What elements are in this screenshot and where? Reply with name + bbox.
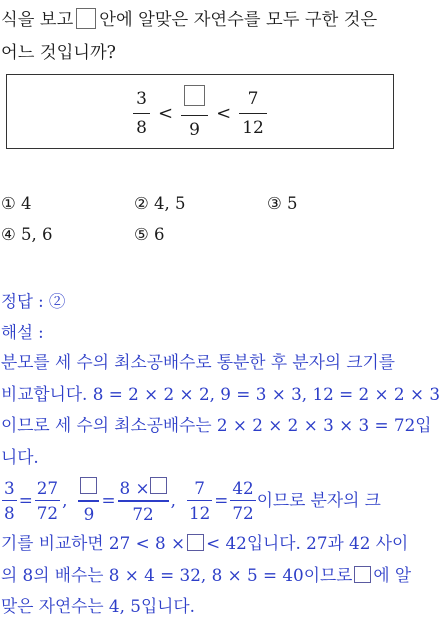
choice-1[interactable]: ① 4: [1, 194, 32, 213]
explanation-line: 분모를 세 수의 최소공배수로 통분한 후 분자의 크기를: [1, 352, 395, 372]
fraction-left-numerator: 3: [136, 88, 147, 109]
fraction-bar: [2, 500, 17, 501]
denominator: 9: [83, 503, 95, 524]
fraction-bar: [187, 500, 212, 501]
fraction: [118, 477, 169, 523]
blank-box: [187, 534, 204, 551]
fraction-bar: [133, 113, 150, 114]
answer-section: [1, 286, 399, 348]
explanation-line: 이므로 세 수의 최소공배수는 2 × 2 × 2 × 3 × 3 = 72입: [1, 415, 432, 435]
fraction-right: [239, 88, 267, 139]
choice-row-2: [1, 225, 399, 256]
fraction-middle-denominator: 9: [189, 120, 200, 141]
fraction-right-numerator: 7: [247, 88, 259, 109]
fraction-bar: [118, 500, 169, 501]
explanation-fraction-line: [1, 473, 399, 528]
choice-row-1: [1, 194, 399, 225]
choice-4[interactable]: ④ 5, 6: [1, 225, 53, 244]
numerator: [118, 477, 169, 498]
fraction-right-denominator: 12: [242, 117, 264, 138]
question-line1-start: 식을 보고: [1, 10, 74, 30]
question-line1-end: 안에 알맞은 자연수를 모두 구한 것은: [99, 10, 378, 30]
less-than-sign: <: [216, 102, 232, 124]
denominator: 12: [188, 503, 211, 524]
choice-2[interactable]: ② 4, 5: [134, 194, 186, 213]
numerator: 7: [194, 477, 205, 498]
less-than-sign: <: [158, 102, 174, 124]
blank-box: [76, 8, 96, 29]
question-line-1: [1, 4, 399, 37]
choice-3[interactable]: ③ 5: [267, 194, 298, 213]
numerator: 42: [232, 477, 254, 498]
denominator: 72: [132, 503, 154, 524]
explanation-segment: 기를 비교하면 27 < 8 ×: [1, 533, 186, 553]
fraction: [2, 478, 17, 523]
comma: ,: [62, 489, 68, 510]
explanation-segment: 의 8의 배수는 8 × 4 = 32, 8 × 5 = 40이므로: [1, 564, 353, 585]
numerator: 27: [36, 477, 59, 498]
explanation-line: [1, 528, 409, 560]
fraction: [187, 478, 212, 523]
choice-5[interactable]: ⑤ 6: [134, 225, 165, 244]
comma: ,: [170, 489, 176, 510]
fraction: [78, 477, 99, 523]
denominator: 72: [36, 503, 59, 524]
explanation-segment: 에 알: [373, 564, 412, 585]
blank-box: [184, 85, 205, 106]
fraction-bar: [181, 115, 208, 116]
fraction: [230, 478, 255, 523]
denominator: 8: [4, 503, 15, 524]
fraction-middle: [181, 85, 208, 141]
numerator: 3: [4, 477, 15, 498]
explanation-label: 해설 :: [1, 323, 44, 342]
explanation-text: [1, 347, 440, 623]
expression-box: [6, 74, 394, 149]
fraction-left-denominator: 8: [136, 117, 147, 138]
blank-box: [80, 477, 97, 494]
blank-box: [354, 566, 371, 583]
numerator-text: 8 ×: [119, 478, 150, 499]
explanation-line: 맞은 자연수는 4, 5입니다.: [1, 596, 195, 616]
question-text: [1, 4, 399, 70]
answer-choices: [1, 194, 399, 256]
equals-sign: =: [101, 489, 116, 510]
explanation-line-tail: 이므로 분자의 크: [256, 489, 381, 510]
answer-label: 정답 : ②: [1, 292, 66, 311]
fraction-middle-numerator: [181, 85, 208, 112]
equals-sign: =: [18, 489, 33, 510]
fraction-bar: [239, 113, 267, 114]
fraction-bar: [78, 500, 99, 501]
fraction-bar: [230, 500, 255, 501]
fraction-bar: [35, 500, 60, 501]
denominator: 72: [232, 503, 254, 524]
explanation-line: [1, 560, 412, 592]
explanation-line: 니다.: [1, 446, 39, 467]
numerator: [78, 477, 99, 498]
blank-box: [150, 477, 167, 494]
explanation-line: 비교합니다. 8 = 2 × 2 × 2, 9 = 3 × 3, 12 = 2 × 2 × 3: [1, 383, 440, 404]
explanation-segment: < 42입니다. 27과 42 사이: [206, 533, 409, 553]
fraction: [35, 478, 60, 523]
question-line-2: 어느 것입니까?: [1, 43, 116, 63]
inequality: [7, 85, 393, 141]
fraction-left: [133, 88, 150, 139]
equals-sign: =: [214, 489, 229, 510]
